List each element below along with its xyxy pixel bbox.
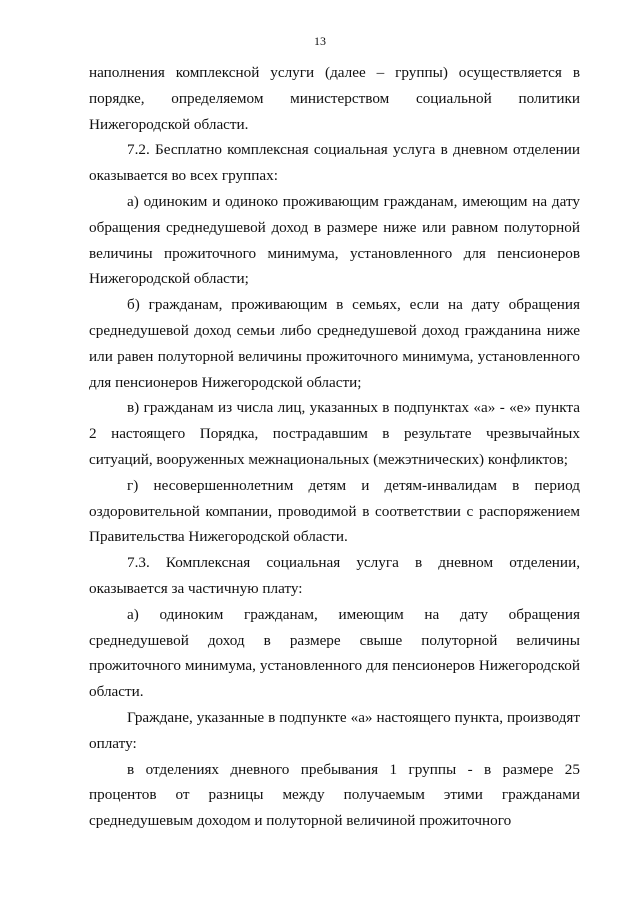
paragraph-7-3: 7.3. Комплексная социальная услуга в дневном отделении, оказывается за частичную плату: [89, 554, 580, 597]
paragraph-7-2-v: в) гражданам из числа лиц, указанных в подпунктах «а» - «е» пункта 2 настоящего Порядка, пострадавшим в результате чрезвычайных ситуаций, вооруженных межнациональных (межэтнических) конфликтов; [89, 399, 580, 468]
paragraph-payment-group-1: в отделениях дневного пребывания 1 группы - в размере 25 процентов от разницы между получаемым этими гражданами среднедушевым доходом и полуторной величиной прожиточного [89, 760, 580, 830]
document-body [89, 60, 580, 834]
paragraph-7-2-g: г) несовершеннолетним детям и детям-инвалидам в период оздоровительной компании, проводимой в соответствии с распоряжением Правительства Нижегородской области. [89, 476, 580, 546]
paragraph-7-2-b: б) гражданам, проживающим в семьях, если на дату обращения среднедушевой доход семьи либо среднедушевой доход гражданина ниже или равен полуторной величины прожиточного минимума, установленного для пенсионеров Нижегородской области; [89, 296, 580, 391]
paragraph-payment-intro: Граждане, указанные в подпункте «а» настоящего пункта, производят оплату: [89, 708, 580, 752]
paragraph-7-2-a: а) одиноким и одиноко проживающим гражданам, имеющим на дату обращения среднедушевой доход в размере ниже или равном полуторной величины прожиточного минимума, установленного для пенсионеров Нижегородской области; [89, 192, 580, 288]
page-number: 13 [314, 34, 326, 48]
paragraph-7-3-a: а) одиноким гражданам, имеющим на дату обращения среднедушевой доход в размере свыше полуторной величины прожиточного минимума, установленного для пенсионеров Нижегородской области. [89, 605, 580, 701]
paragraph-7-2: 7.2. Бесплатно комплексная социальная услуга в дневном отделении оказывается во всех группах: [89, 141, 580, 185]
paragraph-continuation: наполнения комплексной услуги (далее – группы) осуществляется в порядке, определяемом министерством социальной политики Нижегородской области. [89, 64, 580, 133]
